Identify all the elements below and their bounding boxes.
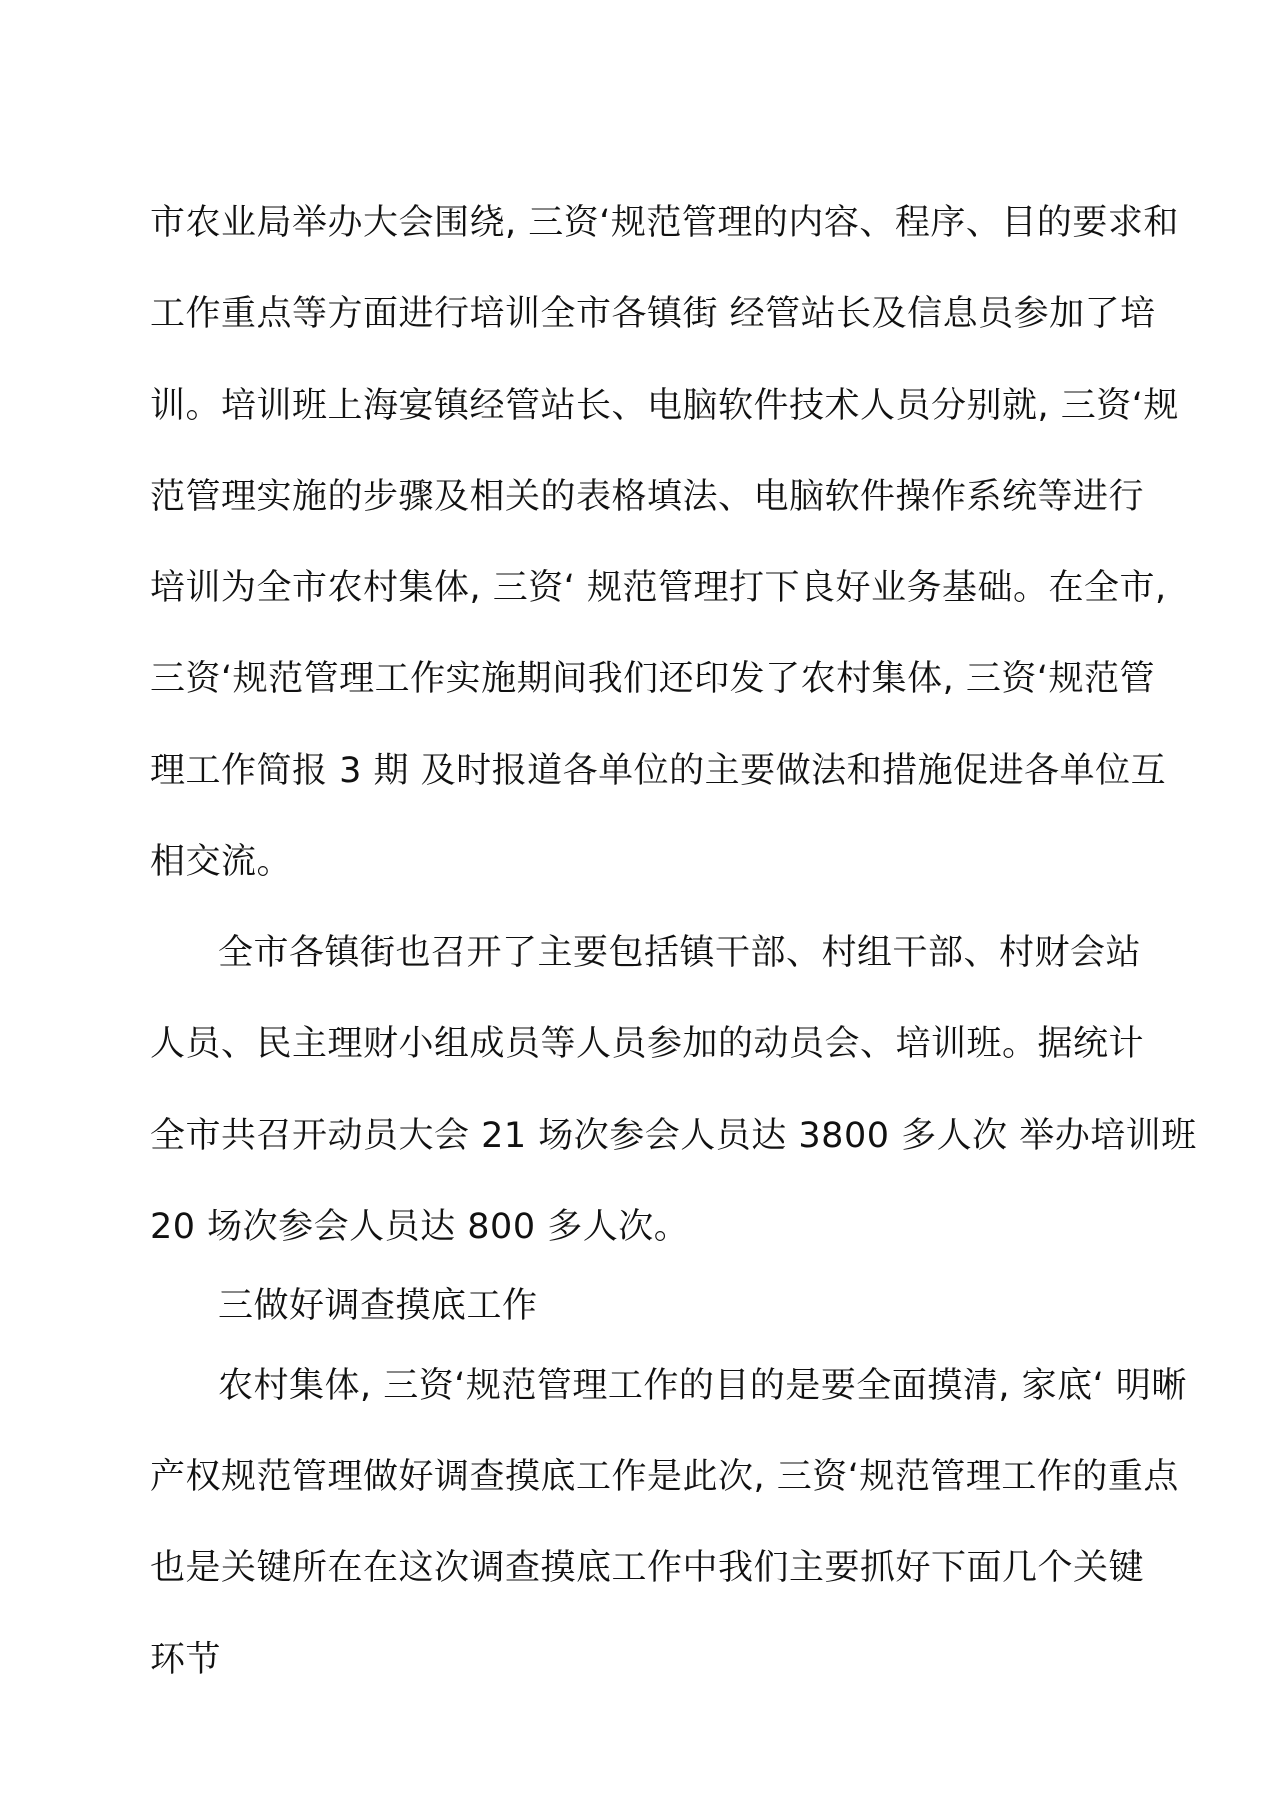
text-line: 培训为全市农村集体, 三资‘ 规范管理打下良好业务基础。在全市, <box>150 568 1167 608</box>
text-line: 工作重点等方面进行培训全市各镇街 经管站长及信息员参加了培 <box>150 294 1156 334</box>
text-line: 产权规范管理做好调查摸底工作是此次, 三资‘规范管理工作的重点 <box>150 1457 1179 1497</box>
text-line: 范管理实施的步骤及相关的表格填法、电脑软件操作系统等进行 <box>150 477 1145 517</box>
text-line: 市农业局举办大会围绕, 三资‘规范管理的内容、程序、目的要求和 <box>150 203 1179 243</box>
text-line: 三资‘规范管理工作实施期间我们还印发了农村集体, 三资‘规范管 <box>150 659 1156 699</box>
text-line: 也是关键所在在这次调查摸底工作中我们主要抓好下面几个关键 <box>150 1548 1145 1588</box>
text-line: 全市共召开动员大会 21 场次参会人员达 3800 多人次 举办培训班 <box>150 1116 1197 1156</box>
text-line: 20 场次参会人员达 800 多人次。 <box>150 1207 690 1247</box>
text-line: 农村集体, 三资‘规范管理工作的目的是要全面摸清, 家底‘ 明晰 <box>218 1366 1187 1406</box>
text-line: 环节 <box>150 1640 222 1680</box>
text-line: 理工作简报 3 期 及时报道各单位的主要做法和措施促进各单位互 <box>150 751 1167 791</box>
text-line: 人员、民主理财小组成员等人员参加的动员会、培训班。据统计 <box>150 1024 1145 1064</box>
text-line: 训。培训班上海宴镇经管站长、电脑软件技术人员分别就, 三资‘规 <box>150 386 1179 426</box>
section-heading: 三做好调查摸底工作 <box>218 1286 538 1326</box>
text-line: 相交流。 <box>150 842 293 882</box>
text-line: 全市各镇街也召开了主要包括镇干部、村组干部、村财会站 <box>218 933 1142 973</box>
